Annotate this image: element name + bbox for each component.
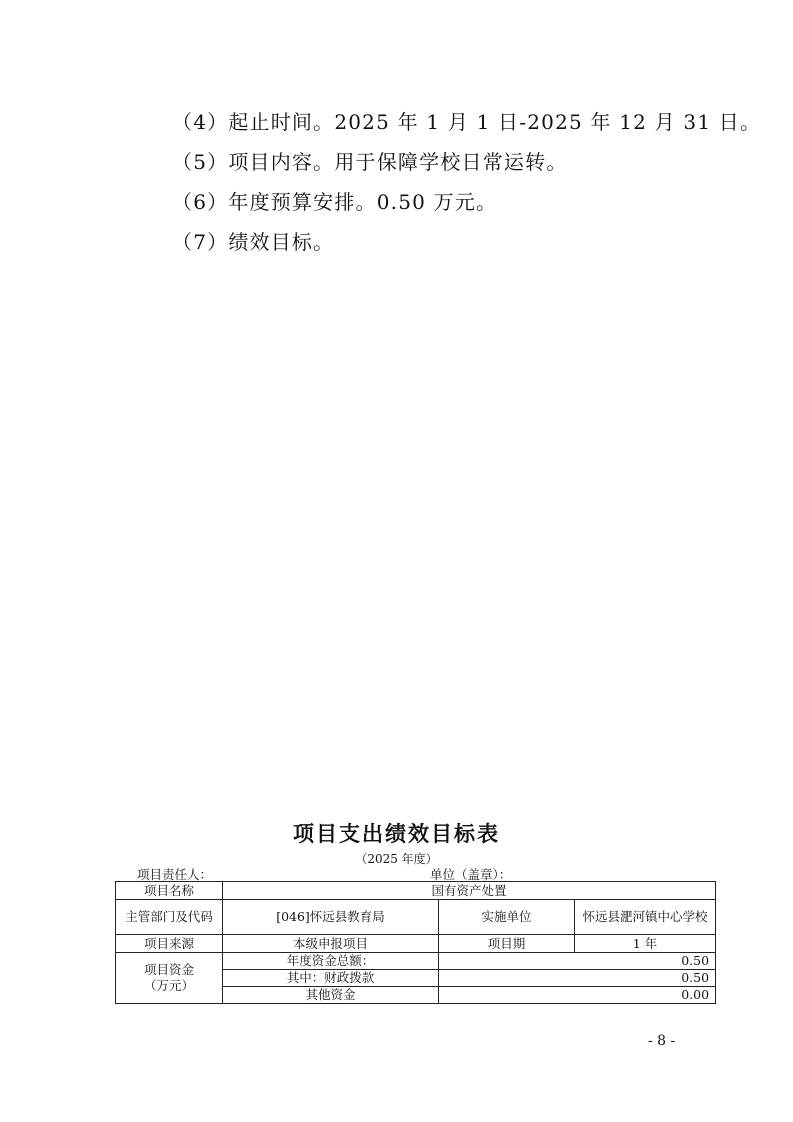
funds-unit: （万元） [143,978,194,993]
table-row [116,882,716,900]
impl-label: 实施单位 [439,900,575,935]
funds-label-cell [116,953,223,1004]
table-year: （2025 年度） [355,852,438,866]
dept-label: 主管部门及代码 [116,900,223,935]
total-funds-value: 0.50 [439,953,716,970]
source-label: 项目来源 [116,935,223,953]
paragraph-goal: （7）绩效目标。 [172,230,335,254]
responsible-label: 项目责任人： [137,867,213,882]
funds-label: 项目资金 [143,962,194,977]
unit-seal-label: 单位（盖章）： [430,867,512,882]
table-row [116,900,716,935]
source-value: 本级申报项目 [223,935,439,953]
table-title: 项目支出绩效目标表 [293,822,500,846]
paragraph-budget: （6）年度预算安排。0.50 万元。 [172,190,498,214]
other-funds-label: 其他资金 [223,987,439,1004]
table-row [116,935,716,953]
project-name-label: 项目名称 [116,882,223,900]
other-funds-value: 0.00 [439,987,716,1004]
table-row [116,953,716,970]
fiscal-funds-label: 其中：财政拨款 [223,970,439,987]
project-name-value: 国有资产处置 [223,882,716,900]
dept-value: [046]怀远县教育局 [223,900,439,935]
fiscal-funds-value: 0.50 [439,970,716,987]
period-value: 1 年 [575,935,716,953]
impl-value: 怀远县淝河镇中心学校 [575,900,716,935]
period-label: 项目期 [439,935,575,953]
performance-target-table [115,881,716,1004]
paragraph-content: （5）项目内容。用于保障学校日常运转。 [172,150,568,174]
page-number: - 8 - [648,1033,676,1049]
paragraph-period: （4）起止时间。2025 年 1 月 1 日-2025 年 12 月 31 日。 [172,110,762,134]
total-funds-label: 年度资金总额： [223,953,439,970]
